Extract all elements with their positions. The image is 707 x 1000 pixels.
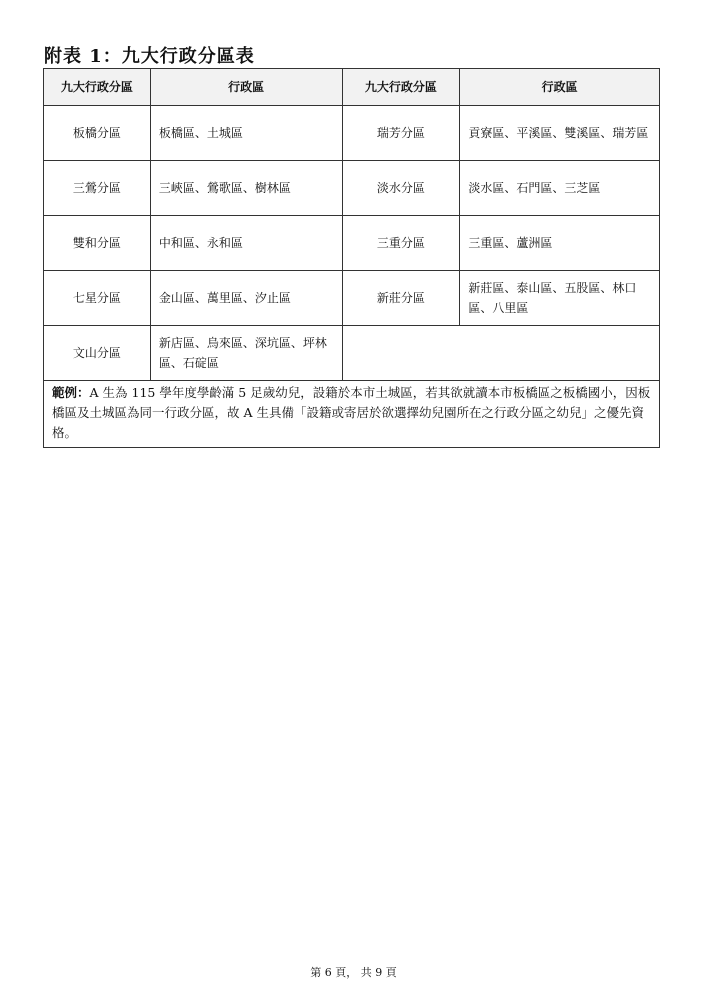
table-header-row: [44, 69, 660, 106]
districts-cell: 三峽區、鶯歌區、樹林區: [150, 161, 342, 216]
zone-cell: 瑞芳分區: [342, 106, 460, 161]
districts-cell: 板橋區、土城區: [150, 106, 342, 161]
districts-cell: 新店區、烏來區、深坑區、坪林區、石碇區: [150, 326, 342, 381]
zone-cell: 淡水分區: [342, 161, 460, 216]
page-footer: 第 6 頁， 共 9 頁: [310, 966, 397, 979]
table-row: [44, 271, 660, 326]
districts-cell: 淡水區、石門區、三芝區: [460, 161, 660, 216]
example-cell: [44, 381, 660, 448]
table-row: [44, 161, 660, 216]
page-title: 附表 1：九大行政分區表: [44, 46, 255, 67]
district-table: [43, 68, 660, 448]
districts-cell: 貢寮區、平溪區、雙溪區、瑞芳區: [460, 106, 660, 161]
table-row: [44, 216, 660, 271]
districts-cell: 金山區、萬里區、汐止區: [150, 271, 342, 326]
zone-cell: 七星分區: [44, 271, 151, 326]
zone-cell: 文山分區: [44, 326, 151, 381]
example-text: A 生為 115 學年度學齡滿 5 足歲幼兒，設籍於本市土城區，若其欲就讀本市板橋區之板橋國小，因板橋區及土城區為同一行政分區，故 A 生具備「設籍或寄居於欲選擇幼兒園所在之行政分區之幼兒」之優先資格。: [52, 385, 651, 440]
header-zone: 九大行政分區: [342, 69, 460, 106]
zone-cell: 雙和分區: [44, 216, 151, 271]
table-row: [44, 326, 660, 381]
header-districts: 行政區: [460, 69, 660, 106]
header-zone: 九大行政分區: [44, 69, 151, 106]
header-districts: 行政區: [150, 69, 342, 106]
table-row: [44, 106, 660, 161]
zone-cell: 新莊分區: [342, 271, 460, 326]
districts-cell: 新莊區、泰山區、五股區、林口區、八里區: [460, 271, 660, 326]
zone-cell: 三重分區: [342, 216, 460, 271]
zone-cell: 板橋分區: [44, 106, 151, 161]
districts-cell: 三重區、蘆洲區: [460, 216, 660, 271]
zone-cell: 三鶯分區: [44, 161, 151, 216]
districts-cell: 中和區、永和區: [150, 216, 342, 271]
empty-cell: [342, 326, 660, 381]
example-row: [44, 381, 660, 448]
example-label: 範例：: [52, 385, 90, 400]
